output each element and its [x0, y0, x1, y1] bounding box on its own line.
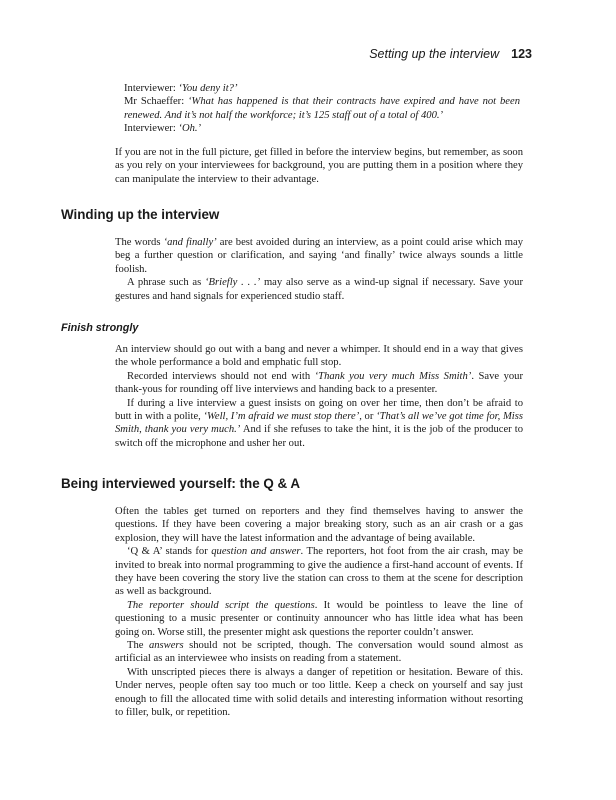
paragraph: The answers should not be scripted, though. The conversation would sound almost as artificial as an interviewee who insists on reading from a statement. — [115, 640, 523, 665]
transcript-line — [124, 122, 520, 135]
speaker: Mr Schaeffer: — [124, 96, 189, 108]
speech: ‘You deny it?’ — [178, 83, 238, 94]
interview-transcript — [124, 82, 520, 136]
transcript-line — [124, 82, 520, 95]
section-heading-qa: Being interviewed yourself: the Q & A — [61, 476, 301, 491]
subheading-finish-strongly: Finish strongly — [61, 322, 139, 334]
paragraph: The reporter should script the questions. It would be pointless to leave the line of questioning to a music presenter or continuity announcer who has little idea what has been going on. Worse still, the presenter might ask questions the reporter couldn’t answer. — [115, 599, 523, 638]
winding-section — [115, 236, 523, 303]
paragraph: A phrase such as ‘Briefly . . .’ may also serve as a wind-up signal if necessary. Save your gestures and hand signals for experienced studio staff. — [115, 277, 524, 302]
transcript-line — [124, 95, 520, 122]
speech: ‘Oh.’ — [178, 123, 202, 135]
paragraph: Recorded interviews should not end with ‘Thank you very much Miss Smith’. Save your thank-yous for rounding off live interviews and handing back to a presenter. — [115, 370, 523, 396]
paragraph: Often the tables get turned on reporters and they find themselves having to answer the questions. If they have been covering a major breaking story, such as an air crash or a gas explosion, they will have the latest information and the advantage of being available. — [115, 506, 523, 544]
paragraph: An interview should go out with a bang and never a whimper. It should end in a way that gives the whole performance a bold and emphatic full stop. — [115, 344, 523, 369]
speech: ‘What has happened is that their contracts have expired and have not been renewed. And it’s not half the workforce; it’s 125 staff out of a total of 400.’ — [124, 96, 520, 121]
paragraph: If during a live interview a guest insists on going on over her time, then don’t be afraid to butt in with a polite, ‘Well, I’m afraid we must stop there’, or ‘That’s all we’ve got time for, Miss Smith, thank you very much.’ And if she refuses to take the hint, it is the job of the producer to switch off the microphone and usher her out. — [115, 397, 523, 449]
paragraph: If you are not in the full picture, get filled in before the interview begins, but remember, as soon as you rely on your interviewees for background, you are putting them in a position where they can manipulate the interview to their advantage. — [115, 147, 523, 185]
paragraph: ‘Q & A’ stands for question and answer. The reporters, hot foot from the air crash, may be invited to break into normal programming to give the audience a first-hand account of events. If they have been covering the story live the station can cross to them at the scene for description as well as background. — [115, 546, 523, 598]
qa-section — [115, 505, 523, 720]
paragraph: The words ‘and finally’ are best avoided during an interview, as a point could arise which may beg a further question or clarification, and saying ‘and finally’ twice always sounds a little foolish. — [115, 237, 523, 275]
speaker: Interviewer: — [124, 83, 179, 94]
page-number: 123 — [511, 47, 532, 61]
finish-section — [115, 343, 523, 450]
paragraph: With unscripted pieces there is always a danger of repetition or hesitation. Beware of this. Under nerves, people often say too much or too little. Keep a check on yourself and say just enough to fill the allocated time with solid details and interesting information without resorting to filler, bulk, or repetition. — [115, 666, 523, 719]
page-header — [369, 47, 532, 61]
speaker: Interviewer: — [124, 123, 179, 135]
intro-section — [115, 146, 523, 186]
section-heading-winding: Winding up the interview — [61, 207, 220, 222]
running-title: Setting up the interview — [369, 47, 500, 61]
